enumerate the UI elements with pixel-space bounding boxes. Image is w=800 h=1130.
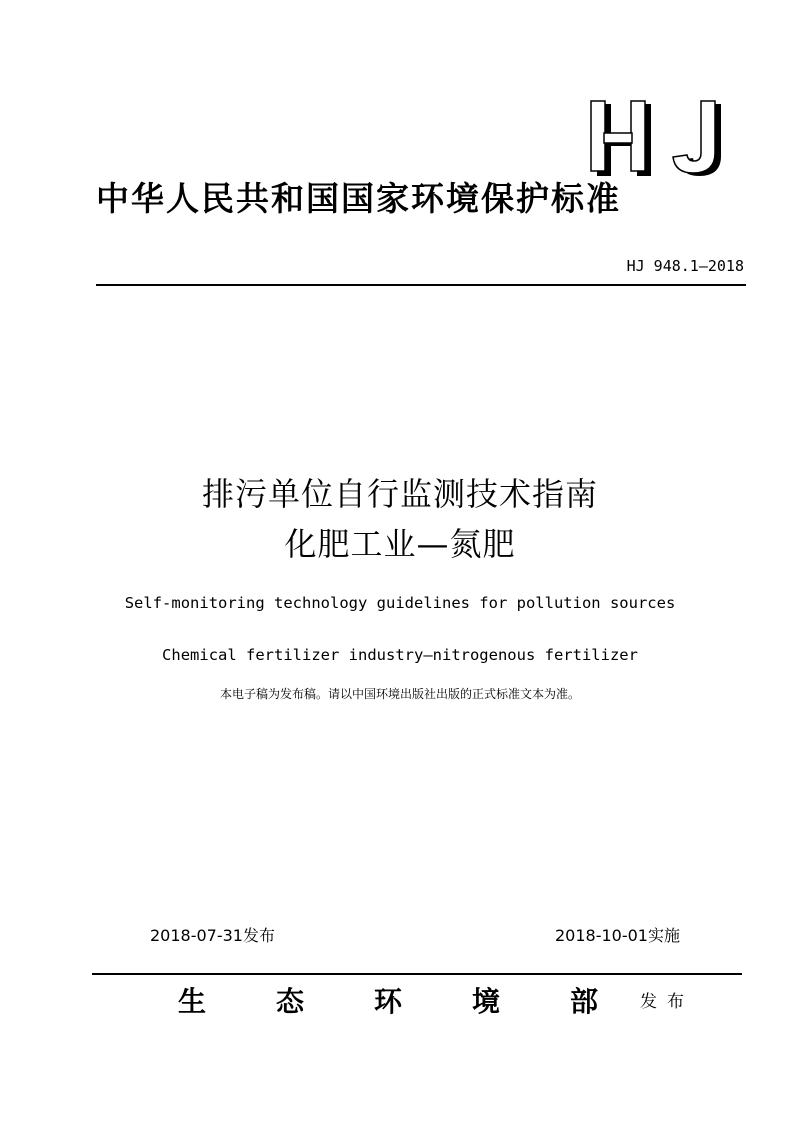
draft-note: 本电子稿为发布稿。请以中国环境出版社出版的正式标准文本为准。: [219, 687, 580, 701]
implementation-date: 2018-10-01实施: [555, 926, 680, 945]
publisher-char: 生: [178, 985, 207, 1018]
publisher-char: 部: [569, 985, 598, 1018]
hj-logo-icon: [588, 100, 730, 178]
publish-label: 发布: [640, 992, 694, 1012]
document-title-line1: 排污单位自行监测技术指南: [201, 475, 598, 513]
issue-date: 2018-07-31发布: [150, 926, 275, 945]
standard-code: HJ 948.1—2018: [626, 257, 744, 275]
header-divider: [96, 284, 746, 286]
publisher-char: 环: [373, 985, 402, 1018]
publisher-name: [178, 985, 598, 1018]
footer-divider: [92, 973, 742, 975]
publisher-char: 态: [275, 985, 304, 1018]
english-title-line1: Self-monitoring technology guidelines for pollution sources: [124, 594, 676, 612]
publisher-char: 境: [471, 985, 500, 1018]
english-title-line2: Chemical fertilizer industry—nitrogenous fertilizer: [162, 646, 638, 664]
document-title-line2: 化肥工业—氮肥: [284, 525, 516, 563]
standard-category-title: 中华人民共和国国家环境保护标准: [96, 179, 621, 218]
